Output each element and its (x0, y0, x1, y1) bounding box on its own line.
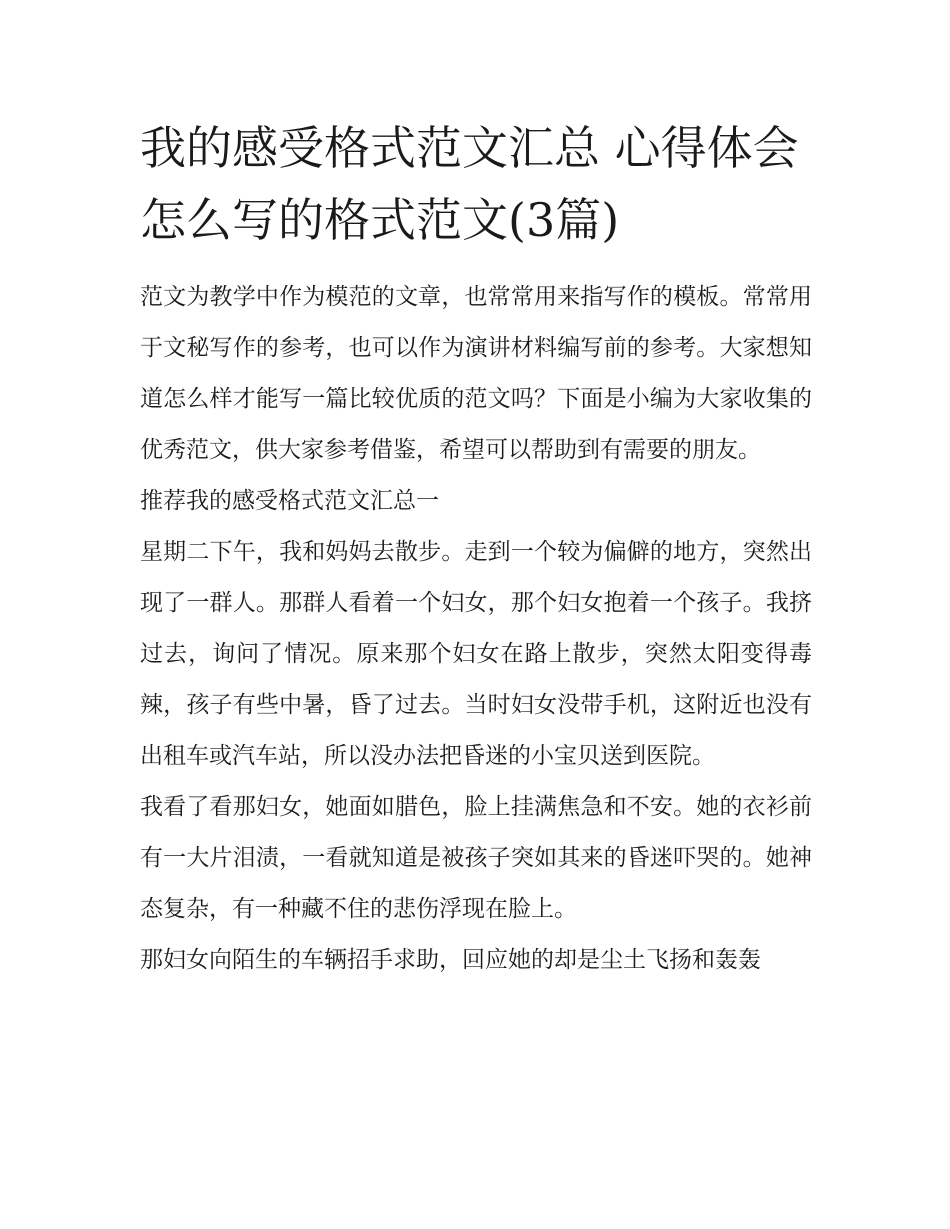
document-title: 我的感受格式范文汇总 心得体会怎么写的格式范文(3篇) (140, 121, 799, 247)
document-page (140, 112, 812, 986)
body-paragraph: 那妇女向陌生的车辆招手求助，回应她的却是尘土飞扬和轰轰 (140, 947, 761, 973)
body-paragraph: 我看了看那妇女，她面如腊色，脸上挂满焦急和不安。她的衣衫前有一大片泪渍，一看就知道是被孩子突如其来的昏迷吓哭的。她神态复杂，有一种藏不住的悲伤浮现在脸上。 (140, 794, 812, 922)
intro-paragraph: 范文为教学中作为模范的文章，也常常用来指写作的模板。常常用于文秘写作的参考，也可以作为演讲材料编写前的参考。大家想知道怎么样才能写一篇比较优质的范文吗？下面是小编为大家收集的优秀范文，供大家参考借鉴，希望可以帮助到有需要的朋友。 (140, 284, 812, 463)
section-heading: 推荐我的感受格式范文汇总一 (140, 488, 439, 514)
body-paragraph: 星期二下午，我和妈妈去散步。走到一个较为偏僻的地方，突然出现了一群人。那群人看着一个妇女，那个妇女抱着一个孩子。我挤过去，询问了情况。原来那个妇女在路上散步，突然太阳变得毒辣，孩子有些中暑，昏了过去。当时妇女没带手机，这附近也没有出租车或汽车站，所以没办法把昏迷的小宝贝送到医院。 (140, 539, 812, 769)
